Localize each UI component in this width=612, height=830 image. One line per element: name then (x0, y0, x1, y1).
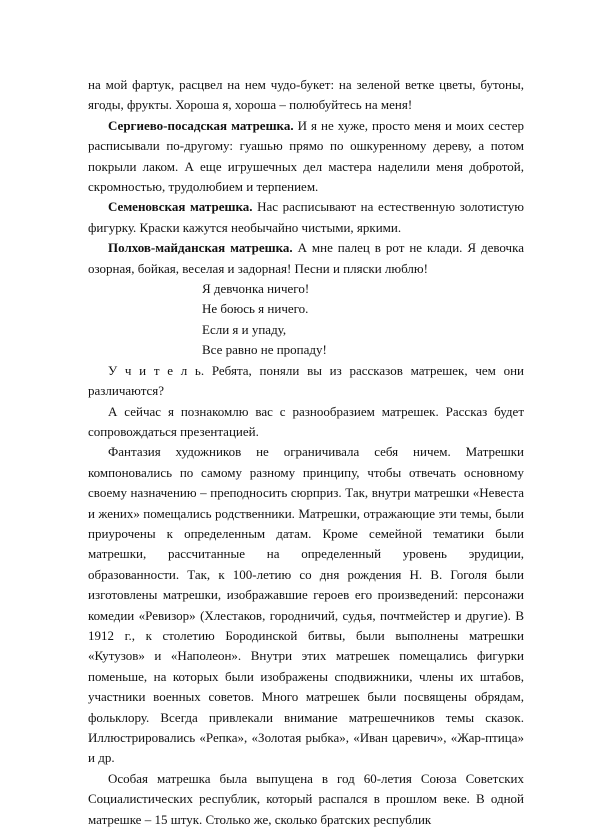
poem-line: Все равно не пропаду! (202, 342, 327, 358)
paragraph-polkhov-maidan (88, 238, 524, 279)
paragraph-heading: Полхов-майданская матрешка. (108, 240, 293, 256)
paragraph-sergiev-posad (88, 116, 524, 198)
paragraph-presentation (88, 402, 524, 443)
paragraph-continuation (88, 75, 524, 116)
poem-line: Не боюсь я ничего. (202, 301, 309, 317)
paragraph-text: Особая матрешка была выпущена в год 60-летия Союза Советских Социалистических республик, который распался в прошлом веке. В одной матрешке – 15 штук. Столько же, сколько братских республик (88, 770, 524, 827)
paragraph-text: Фантазия художников не ограничивала себя ничем. Матрешки компоновались по самому разному принципу, чтобы отвечать основному своему назначению – преподносить сюрприз. Так, внутри матрешки «Невеста и жених» помещались родственники. Матрешки, отражающие эти темы, были приурочены к определенным датам. Кроме семейной тематики были матрешки, рассчитанные на определенный уровень эрудиции, образованности. Так, к 100-летию со дня рождения Н. В. Гоголя были изготовлены матрешки, изображавшие героев его произведений: персонажи комедии «Ревизор» (Хлестаков, городничий, судья, почтмейстер и другие). В 1912 г., к столетию Бородинской битвы, были выполнены матрешки «Кутузов» и «Наполеон». Внутри этих матрешек помещались фигурки поменьше, на которых были изображены сподвижники, члены их штабов, участники военных советов. Много матрешек были посвящены обрядам, фольклору. Всегда привлекали внимание матрешечников темы сказок. Иллюстрировались «Репка», «Золотая рыбка», «Иван царевич», «Жар-птица» и др. (88, 444, 524, 766)
poem (88, 279, 524, 361)
paragraph-text: Ребята, поняли вы из рассказов матрешек, чем они различаются? (88, 362, 524, 399)
poem-line: Я девчонка ничего! (202, 281, 310, 297)
poem-line: Если я и упаду, (202, 321, 287, 337)
paragraph-text: И я не хуже, просто меня и моих сестер расписывали по-другому: гуашью прямо по ошкуренному дереву, а потом покрыли лаком. А еще игрушечных дел мастера наделили меня добротой, скромностью, трудолюбием и терпением. (88, 117, 524, 195)
speaker-label: У ч и т е л ь. (108, 362, 205, 378)
paragraph-ussr (88, 769, 524, 830)
paragraph-text: Нас расписывают на естественную золотистую фигурку. Краски кажутся необычайно чистыми, яркими. (88, 199, 524, 235)
paragraph-semenov (88, 197, 524, 238)
paragraph-teacher-question (88, 361, 524, 402)
paragraph-text: А мне палец в рот не клади. Я девочка озорная, бойкая, веселая и задорная! Песни и пляски люблю! (88, 240, 524, 276)
paragraph-fantasy (88, 442, 524, 769)
paragraph-heading: Сергиево-посадская матрешка. (108, 117, 294, 133)
paragraph-text: А сейчас я познакомлю вас с разнообразием матрешек. Рассказ будет сопровождаться презентацией. (88, 403, 524, 439)
paragraph-text: на мой фартук, расцвел на нем чудо-букет: на зеленой ветке цветы, бутоны, ягоды, фрукты. Хороша я, хороша – полюбуйтесь на меня! (88, 77, 524, 113)
document-page (88, 75, 524, 830)
paragraph-heading: Семеновская матрешка. (108, 199, 253, 215)
